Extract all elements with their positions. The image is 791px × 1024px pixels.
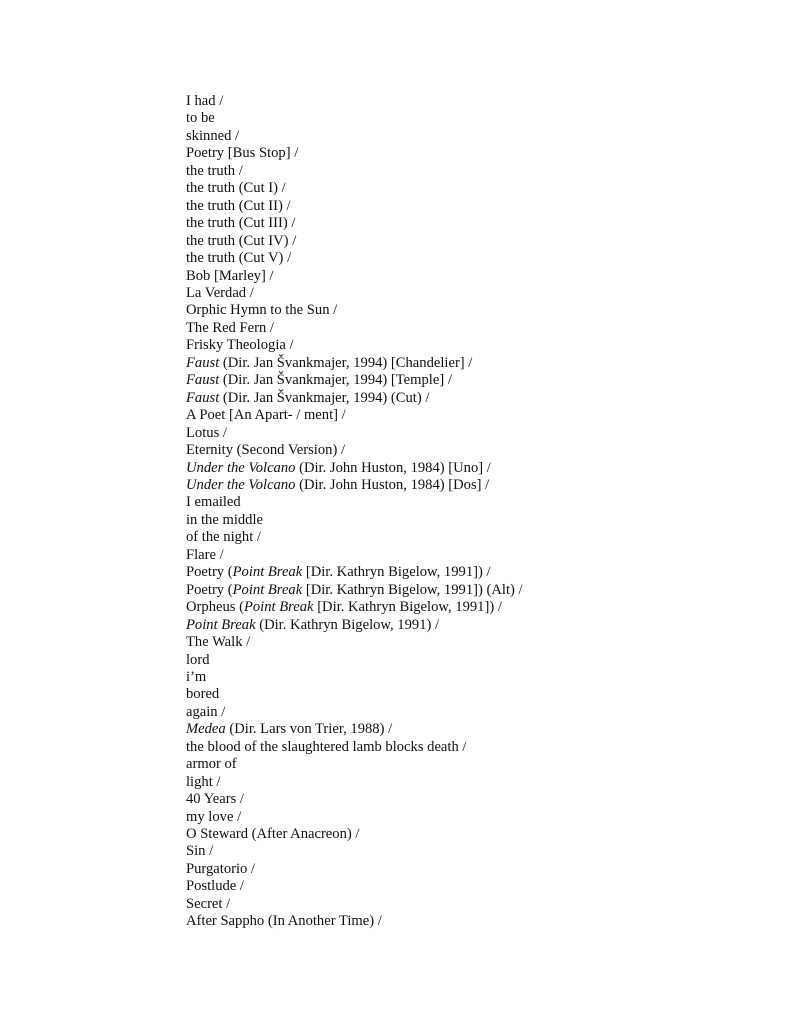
line-text: A Poet [An Apart- / ment] / <box>186 407 346 424</box>
line-text: [Dir. Kathryn Bigelow, 1991]) (Alt) / <box>302 581 523 598</box>
line-text: my love / <box>186 808 242 825</box>
contents-list <box>186 93 523 931</box>
contents-line <box>186 460 523 477</box>
contents-line <box>186 215 523 232</box>
italic-title: Point Break <box>186 616 256 633</box>
line-text: the truth (Cut V) / <box>186 250 292 267</box>
italic-title: Point Break <box>232 564 303 581</box>
contents-line <box>186 407 523 424</box>
contents-line <box>186 110 523 127</box>
line-text: Frisky Theologia / <box>186 337 294 354</box>
contents-line <box>186 442 523 459</box>
line-text: (Dir. Lars von Trier, 1988) / <box>225 721 393 738</box>
contents-line <box>186 285 523 302</box>
contents-line <box>186 652 523 669</box>
line-text: skinned / <box>186 127 240 144</box>
contents-line <box>186 599 523 616</box>
contents-line <box>186 809 523 826</box>
line-text: I had / <box>186 93 224 109</box>
italic-title: Faust <box>186 389 220 406</box>
line-text: the truth / <box>186 162 243 179</box>
line-text: (Dir. Kathryn Bigelow, 1991) / <box>255 616 440 633</box>
line-text: to be <box>186 110 215 127</box>
contents-line <box>186 529 523 546</box>
contents-line <box>186 477 523 494</box>
line-text: Poetry [Bus Stop] / <box>186 145 299 162</box>
contents-line <box>186 494 523 511</box>
line-text: [Dir. Kathryn Bigelow, 1991]) / <box>302 564 491 581</box>
line-text: (Dir. Jan Švankmajer, 1994) [Chandelier] / <box>219 354 473 371</box>
contents-line <box>186 913 523 930</box>
contents-line <box>186 128 523 145</box>
line-text: i’m <box>186 668 207 685</box>
line-text: 40 Years / <box>186 791 244 808</box>
line-text: Flare / <box>186 546 224 563</box>
line-text: armor of <box>186 756 237 773</box>
line-text: The Walk / <box>186 634 251 651</box>
contents-line <box>186 739 523 756</box>
contents-line <box>186 669 523 686</box>
line-text: the truth (Cut I) / <box>186 180 286 197</box>
contents-line <box>186 337 523 354</box>
line-text: After Sappho (In Another Time) / <box>186 913 382 930</box>
contents-line <box>186 843 523 860</box>
line-text: Sin / <box>186 843 214 860</box>
line-text: Eternity (Second Version) / <box>186 442 346 459</box>
italic-title: Under the Volcano <box>186 476 296 493</box>
contents-line <box>186 93 523 110</box>
line-text: of the night / <box>186 529 261 546</box>
italic-title: Faust <box>186 354 220 371</box>
line-text: O Steward (After Anacreon) / <box>186 826 360 843</box>
contents-line <box>186 198 523 215</box>
contents-line <box>186 564 523 581</box>
contents-line <box>186 512 523 529</box>
line-text: the truth (Cut III) / <box>186 215 296 232</box>
line-text: (Dir. Jan Švankmajer, 1994) [Temple] / <box>219 372 452 389</box>
contents-line <box>186 721 523 738</box>
italic-title: Point Break <box>232 581 303 598</box>
line-text: Postlude / <box>186 878 244 895</box>
line-text: La Verdad / <box>186 284 254 301</box>
line-text: the truth (Cut IV) / <box>186 232 297 249</box>
line-text: in the middle <box>186 511 264 528</box>
contents-line <box>186 320 523 337</box>
contents-line <box>186 233 523 250</box>
contents-line <box>186 878 523 895</box>
line-text: (Dir. Jan Švankmajer, 1994) (Cut) / <box>219 389 430 406</box>
line-text: lord <box>186 651 210 668</box>
line-text: the truth (Cut II) / <box>186 197 291 214</box>
contents-line <box>186 180 523 197</box>
line-text: Orphic Hymn to the Sun / <box>186 302 338 319</box>
italic-title: Point Break <box>243 599 314 616</box>
line-text: Lotus / <box>186 424 227 441</box>
contents-line <box>186 826 523 843</box>
line-text: bored <box>186 686 220 703</box>
contents-line <box>186 756 523 773</box>
contents-line <box>186 686 523 703</box>
line-text: Orpheus ( <box>186 599 244 616</box>
contents-line <box>186 268 523 285</box>
line-text: I emailed <box>186 494 241 511</box>
contents-line <box>186 145 523 162</box>
italic-title: Medea <box>186 721 226 738</box>
line-text: The Red Fern / <box>186 319 274 336</box>
contents-line <box>186 372 523 389</box>
line-text: (Dir. John Huston, 1984) [Uno] / <box>295 459 491 476</box>
line-text: again / <box>186 703 226 720</box>
contents-line <box>186 425 523 442</box>
contents-line <box>186 355 523 372</box>
contents-line <box>186 302 523 319</box>
contents-line <box>186 774 523 791</box>
contents-line <box>186 547 523 564</box>
italic-title: Under the Volcano <box>186 459 296 476</box>
line-text: Poetry ( <box>186 564 233 581</box>
contents-line <box>186 791 523 808</box>
line-text: Poetry ( <box>186 581 233 598</box>
line-text: Bob [Marley] / <box>186 267 274 284</box>
line-text: the blood of the slaughtered lamb blocks death / <box>186 738 467 755</box>
contents-line <box>186 390 523 407</box>
contents-line <box>186 896 523 913</box>
contents-line <box>186 634 523 651</box>
contents-line <box>186 250 523 267</box>
line-text: Purgatorio / <box>186 860 256 877</box>
contents-line <box>186 617 523 634</box>
line-text: Secret / <box>186 895 231 912</box>
line-text: [Dir. Kathryn Bigelow, 1991]) / <box>313 599 502 616</box>
contents-line <box>186 704 523 721</box>
line-text: (Dir. John Huston, 1984) [Dos] / <box>295 476 490 493</box>
contents-line <box>186 582 523 599</box>
contents-line <box>186 861 523 878</box>
contents-line <box>186 163 523 180</box>
line-text: light / <box>186 773 221 790</box>
italic-title: Faust <box>186 372 220 389</box>
